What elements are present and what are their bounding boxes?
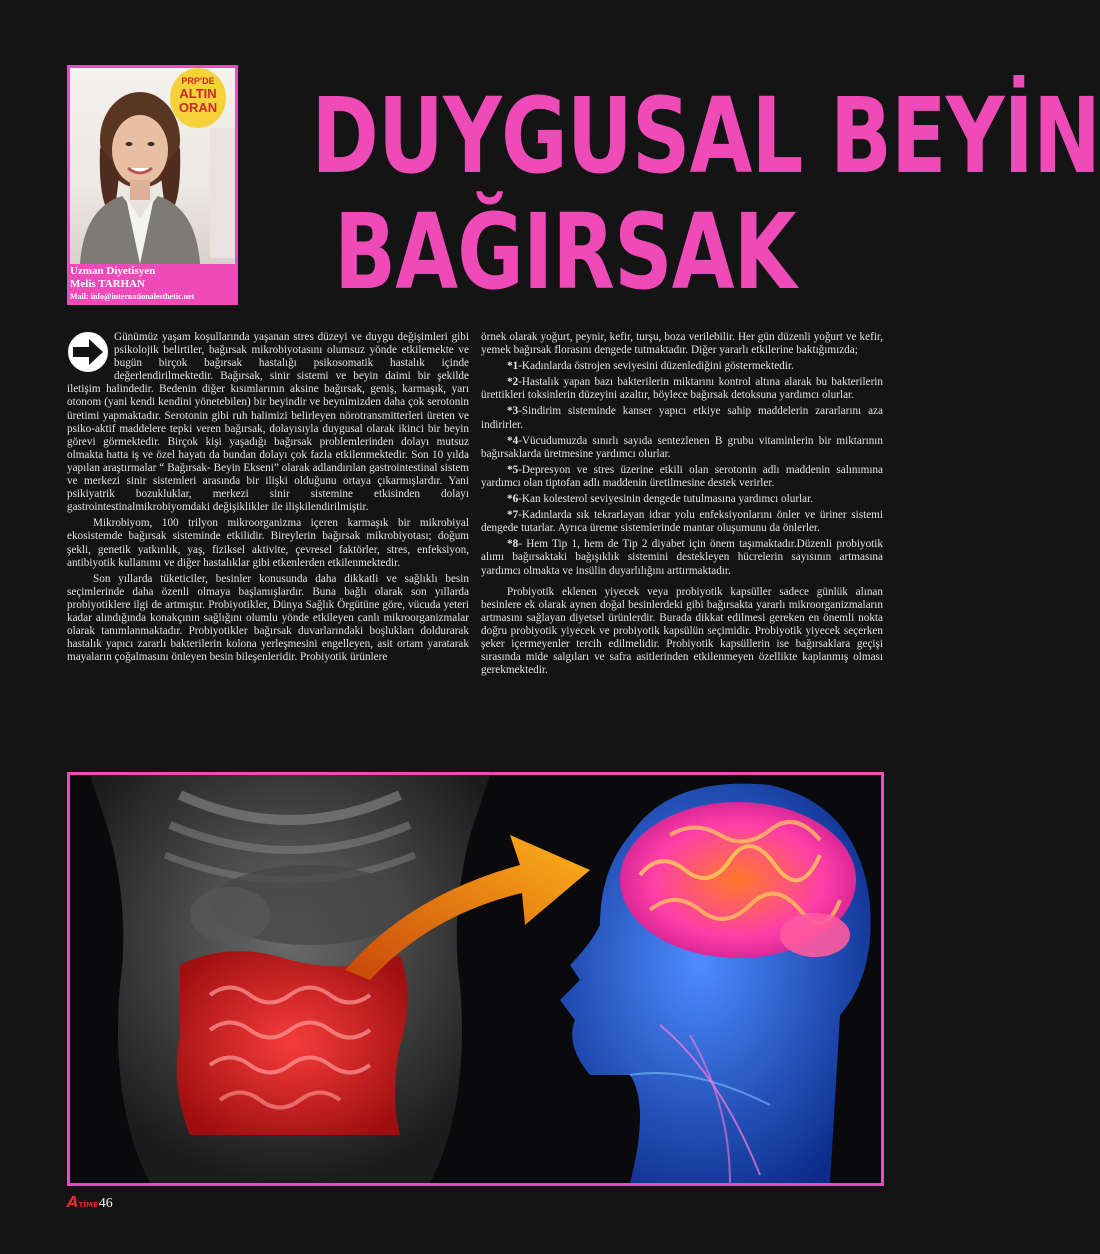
benefit-number: *5 [507,463,519,476]
benefit-item [481,538,883,577]
author-photo [70,68,235,264]
right-closing: Probiyotik eklenen yiyecek veya probiyotik kapsüller sadece günlük alınan besinlere ek olarak aynen doğal besinlerdeki gibi bağırsakta yararlı mikroorganizmaların artmasını sağlayan diyetsel ürünlerdir. Burada dikkat edilmesi gereken en önemli nokta doğru probiyotik yiyecek ve probiyotik kapsülün seçimidir. Probiyotik yiyecek seçerken şeker içermeyenler tercih edilmelidir. Probiyotik kapsüllerin ise bağırsaklara geçişi sırasında mide salgıları ve safra asitlerinden etkilenmeyen özellikte kaplanmış olması gerekmektedir. [481,585,883,677]
left-paragraph-2: Mikrobiyom, 100 trilyon mikroorganizma içeren karmaşık bir mikrobiyal ekosistemde bağırsak sisteminde etkilidir. Bireylerin bağırsak mikrobiyotası; doğum şekli, genetik yatkınlık, yaş, fiziksel aktivite, çevresel faktörler, stres, enfeksiyon, antibiyotik kullanımı ve diğer hastalıklar gibi etkenlerden etkilenmektedir. [67,517,469,569]
benefit-text: -Depresyon ve stres üzerine etkili olan serotonin adlı maddenin salınımına yardımcı olan tiptofan adlı maddenin üretilmesine destek verirler. [481,463,883,489]
page-number: 46 [98,1196,113,1211]
intestines [177,951,408,1135]
sign-line-2: ALTIN [179,86,217,101]
sign-line-3: ORAN [178,100,218,115]
benefit-item [481,405,883,431]
right-column [481,331,883,680]
gut-brain-illustration [67,772,884,1186]
author-name: Melis TARHAN [70,278,146,290]
brain [620,802,856,958]
benefit-text: -Hastalık yapan bazı bakterilerin miktarını kontrol altına alarak bu bakterilerin ürettikleri toksinlerin düzeyini azaltır, böylece bağırsak detoksuna yardımcı olurlar. [481,376,883,402]
article-title [311,75,1100,313]
author-role: Uzman Diyetisyen [70,265,156,277]
right-intro: örnek olarak yoğurt, peynir, kefir, turşu, boza verilebilir. Her gün düzenli yoğurt ve kefir, yemek bağırsak florasını dengede tutmaktadır. Diğer yararlı etkilerine baktığımızda; [481,331,883,357]
benefit-item [481,360,883,373]
author-caption [70,265,235,302]
benefit-item [481,493,883,506]
author-portrait-image [70,68,235,264]
left-paragraph-1 [67,331,469,514]
benefit-text: -Kadınlarda sık tekrarlayan idrar yolu enfeksiyonlarını önler ve üriner sistemi dengede tutarlar. Ayrıca üreme sistemlerinde mantar oluşumunu da önlerler. [481,509,883,535]
magazine-logo: A [67,1193,79,1211]
left-paragraph-1-text: Günümüz yaşam koşullarında yaşanan stres düzeyi ve duygu değişimleri gibi psikolojik belirtiler, bağırsak mikrobiyotasını olumsuz yönde etkilemekte ve bugün birçok bağırsak hastalığı psikosomatik hastalık içinde değerlendirilmektedir. Bağırsak, sinir sistemi ve beyin daimi bir şekilde iletişim halindedir. Bedenin diğer kısımlarının aksine bağırsak, geniş, karmaşık, yarı otonom (yani kendi kendini yönetebilen) bir beyindir ve beynimizden daha çok serotonin üretimi yapmaktadır. Serotonin gibi ruh halimizi belirleyen nörotransmitterleri üreten ve psiko-aktif maddelere tepki veren bağırsak, dolayısıyla duygusal olarak ikinci bir beyin görevi görmektedir. Birçok kişi yaşadığı bağırsak problemlerinden dolayı mutsuz olmakta hatta iş ve özel hayatı da bundan dolayı çok fazla etkilenmektedir. Son 10 yılda yapılan araştırmalar “ Bağırsak- Beyin Ekseni” olarak adlandırılan gastrointestinal sistem ve merkezi sinir sistemleri arasında bir ilişki olduğunu ortaya çıkarmışlardır. Yani psikiyatrik bozukluklar, merkezi sinir sistemine etkisinden dolayı gastrointestinalmikrobiyomdaki değişiklikler ile ilişkilendirilmiştir. [67,331,469,514]
benefit-item [481,376,883,402]
benefit-text: - Hem Tip 1, hem de Tip 2 diyabet için önem taşımaktadır.Düzenli probiyotik alımı bağırsaktaki bağışıklık sistemini destekleyen hücrelerin sayısının artmasına yardımcı olmakta ve insülin duyarlılığını arttırmaktadır. [481,538,883,577]
benefit-number: *4 [507,434,519,447]
benefit-text: -Kadınlarda östrojen seviyesini düzenlediğini göstermektedir. [518,360,794,373]
left-column [67,331,469,667]
sign-line-1: PRP'DE [181,76,215,86]
benefit-number: *3 [507,405,519,418]
benefit-item [481,509,883,535]
left-paragraph-3: Son yıllarda tüketiciler, besinler konusunda daha dikkatli ve sağlıklı besin seçimlerinde daha özenli olmaya başlamışlardır. Buna bağlı olarak son yıllarda probiyotiklere ilgi de artmıştır. Probiyotikler, Dünya Sağlık Örgütüne göre, vücuda yeteri kadar alındığında konakçının sağlığını olumlu yönde etkileyen canlı mikroorganizmalar olarak tanımlanmaktadır. Probiyotikler bağırsak duvarlarındaki boşlukları doldurarak hastalık yapıcı zararlı bakterilerin kolona yerleşmesini engelleyen, asit ortam yaratarak mayaların çoğalmasını önleyen besin bileşenleridir. Probiyotik ürünlere [67,572,469,664]
benefit-item [481,435,883,461]
benefit-number: *2 [507,376,519,389]
title-line-2: BAĞIRSAK [334,191,796,313]
page-footer [67,1193,113,1213]
benefit-list [481,360,883,577]
benefit-number: *1 [507,360,519,373]
arrow-right-icon [67,331,109,373]
benefit-text: -Kan kolesterol seviyesinin dengede tutulmasına yardımcı olurlar. [518,493,814,506]
benefit-item [481,464,883,490]
title-line-1: DUYGUSAL BEYİN [311,75,1100,197]
benefit-text: -Sindirim sisteminde kanser yapıcı etkiye sahip maddelerin zararlarını aza indirirler. [481,405,883,431]
benefit-number: *6 [507,493,519,506]
author-box [67,65,238,305]
gut-brain-artwork [70,775,881,1183]
benefit-text: -Vücudumuzda sınırlı sayıda sentezlenen B grubu vitaminlerin bir miktarının bağırsaklarda üretmesine yardımcı olurlar. [481,434,883,460]
benefit-number: *7 [507,509,519,522]
benefit-number: *8 [507,538,519,551]
magazine-logo-small: TİME [78,1201,98,1209]
author-mail: Mail: info@internationalesthetic.net [70,292,195,301]
